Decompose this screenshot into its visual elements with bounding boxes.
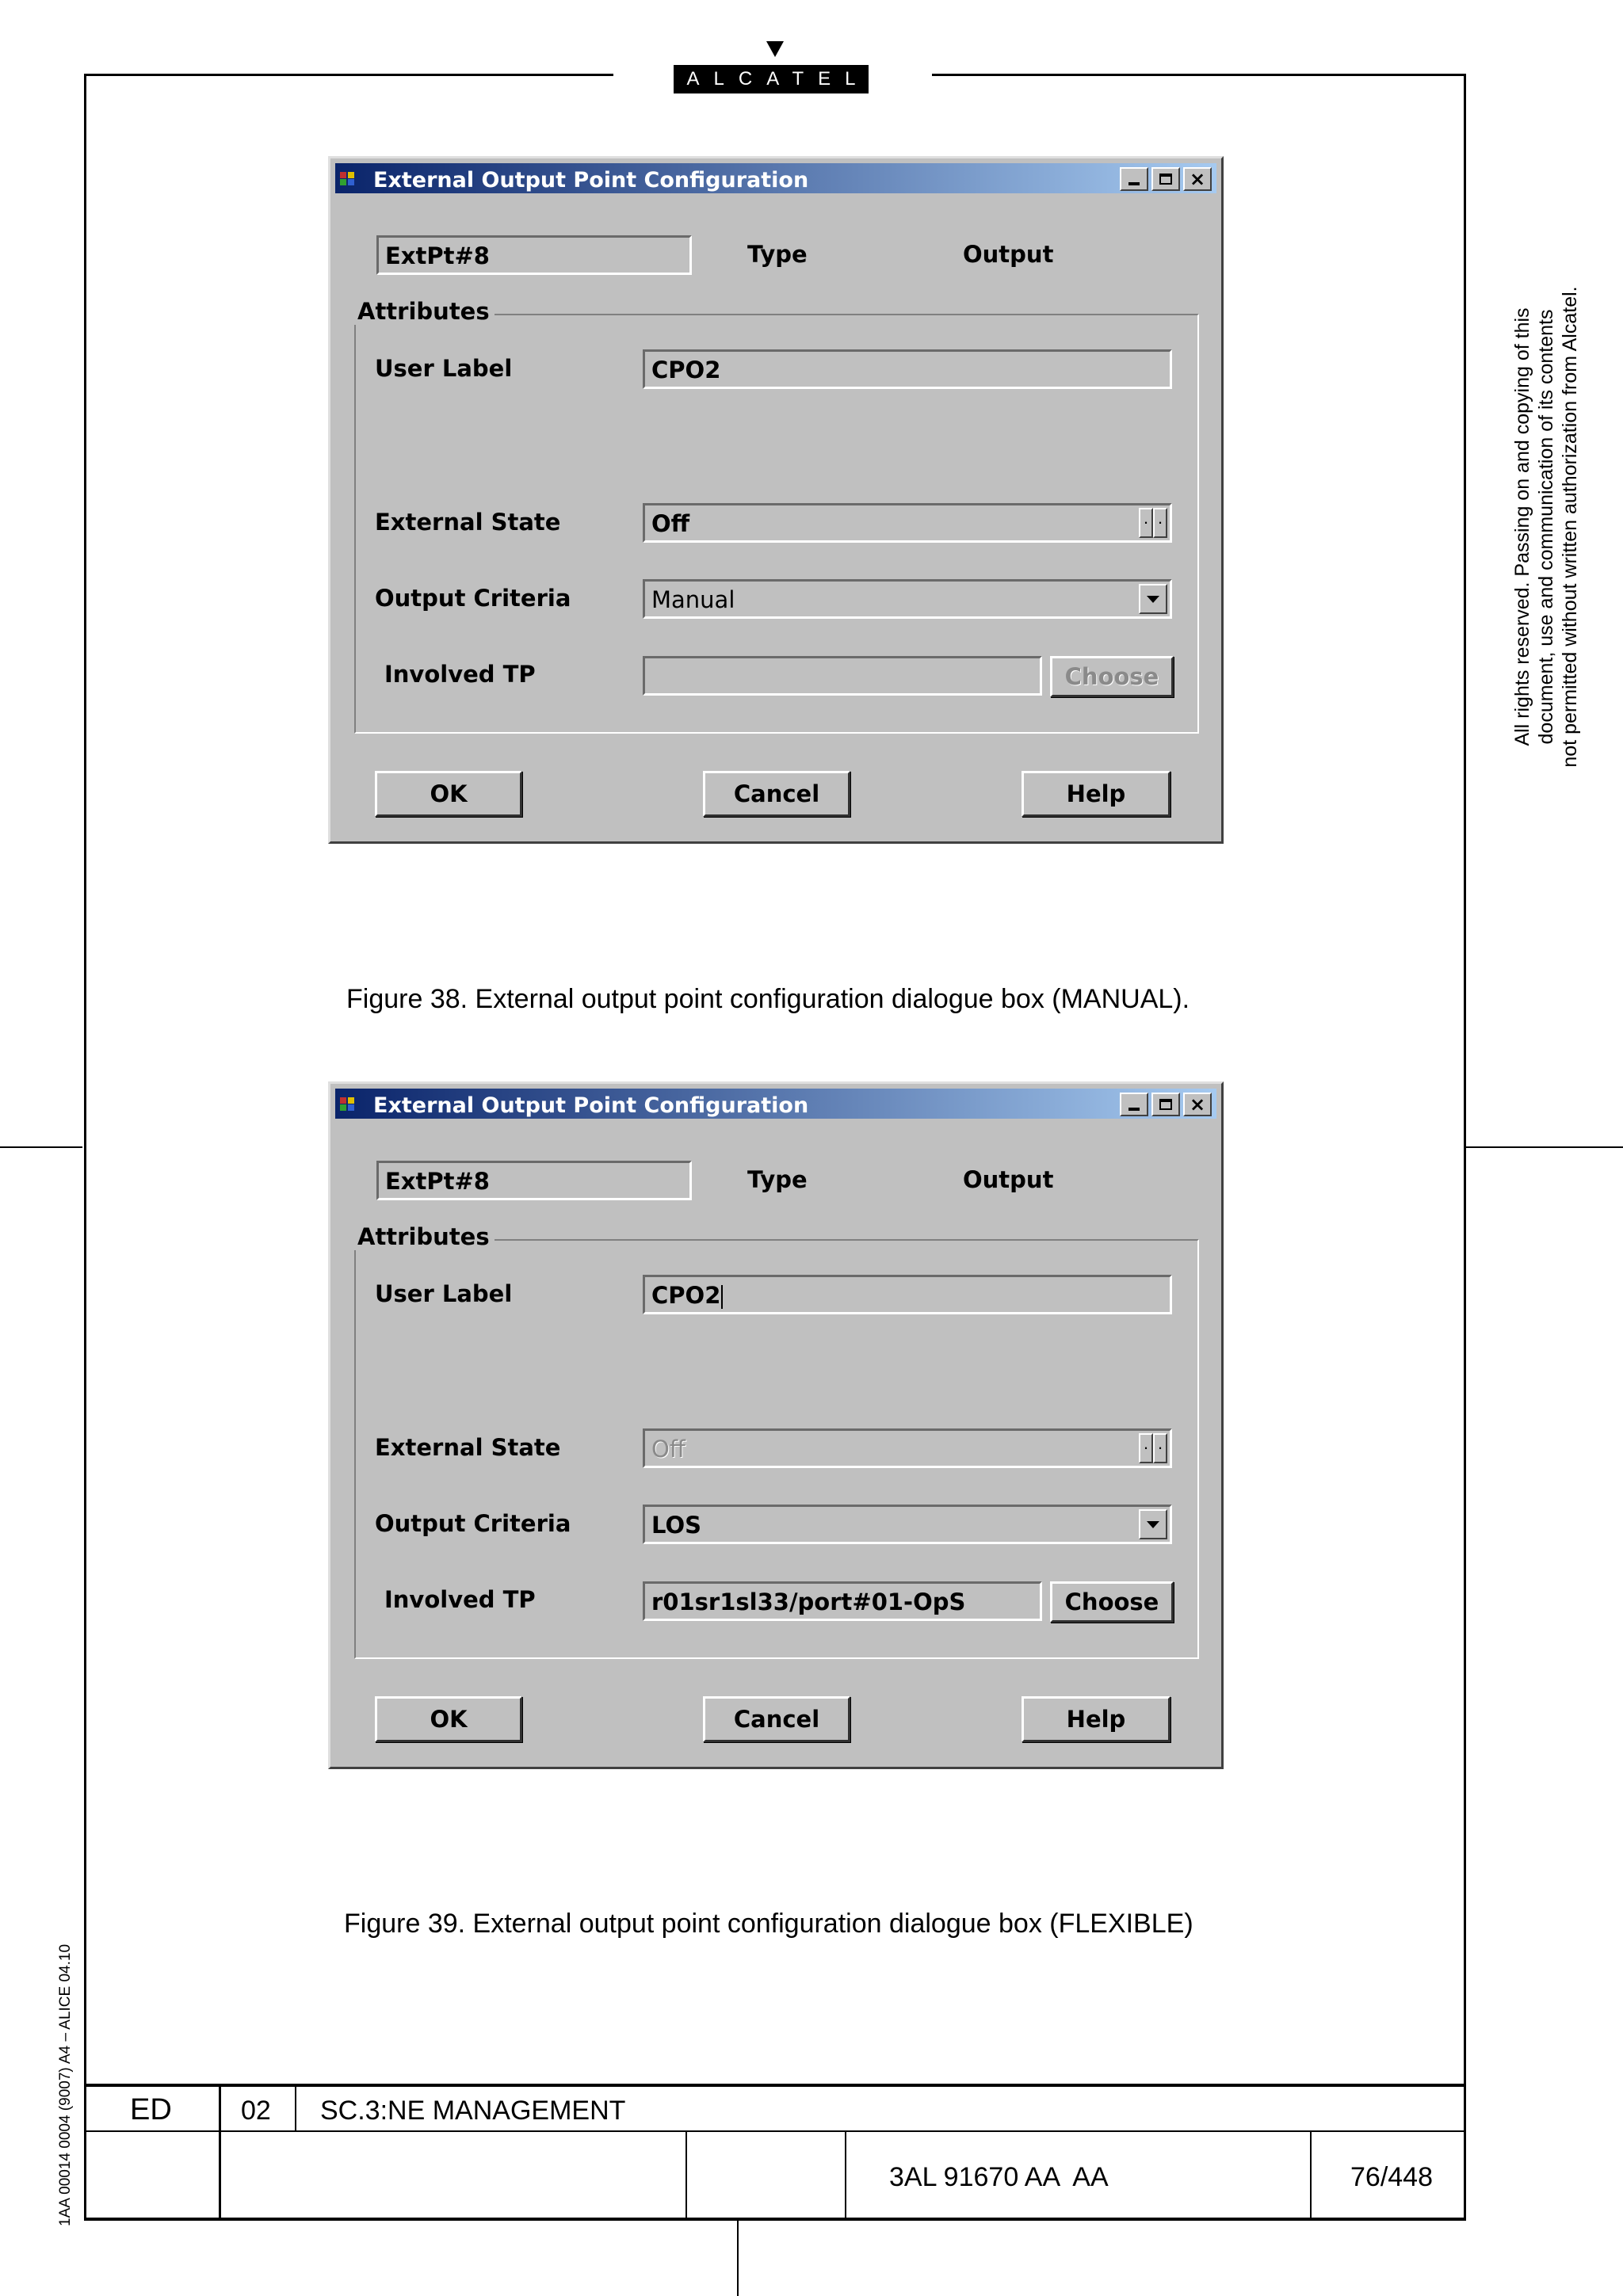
external-state-label: External State — [375, 1434, 561, 1461]
choose-button[interactable]: Choose — [1050, 656, 1174, 697]
minimize-icon — [1128, 1108, 1140, 1111]
spin-down-icon[interactable]: · — [1139, 508, 1153, 538]
footer-col-2 — [295, 2084, 296, 2131]
type-label: Type — [747, 1166, 808, 1193]
footer-ed-value: 02 — [241, 2096, 271, 2126]
footer-col-5 — [1310, 2131, 1312, 2220]
chevron-down-icon — [1147, 596, 1159, 603]
ok-button[interactable]: OK — [375, 771, 522, 817]
point-name-field: ExtPt#8 — [376, 235, 692, 275]
minimize-button[interactable] — [1120, 1093, 1148, 1116]
footer-ed-label: ED — [130, 2093, 172, 2126]
output-criteria-select[interactable] — [643, 579, 1172, 619]
logo-text: ALCATEL — [686, 68, 870, 90]
involved-tp-label: Involved TP — [384, 1586, 536, 1613]
dialog-title: External Output Point Configuration — [373, 168, 809, 193]
spin-up-icon[interactable]: · — [1153, 1433, 1167, 1463]
choose-button[interactable]: Choose — [1050, 1581, 1174, 1623]
chevron-down-icon — [1147, 1521, 1159, 1528]
frame-left — [84, 74, 86, 2219]
copyright-line-2: document, use and communication of its contents — [1535, 309, 1557, 745]
copyright-notice — [1510, 250, 1582, 804]
maximize-icon — [1159, 1099, 1172, 1110]
dropdown-button[interactable] — [1139, 1509, 1167, 1539]
dropdown-button[interactable] — [1139, 584, 1167, 614]
footer-col-1 — [219, 2084, 221, 2220]
maximize-icon — [1159, 174, 1172, 185]
document-code: 1AA 00014 0004 (9007) A4 – ALICE 04.10 — [57, 1943, 74, 2226]
user-label-input[interactable] — [643, 1275, 1172, 1314]
minimize-button[interactable] — [1120, 167, 1148, 191]
app-icon — [340, 170, 356, 186]
output-criteria-select[interactable] — [643, 1505, 1172, 1544]
external-state-value: Off — [651, 510, 690, 537]
margin-mark-right — [1466, 1146, 1623, 1148]
help-button[interactable]: Help — [1022, 1696, 1170, 1742]
involved-tp-field: r01sr1sl33/port#01-OpS — [643, 1581, 1042, 1621]
user-label-value: CPO2 — [651, 1282, 721, 1309]
spinner-buttons[interactable] — [1139, 508, 1167, 538]
minimize-icon — [1128, 182, 1140, 185]
maximize-button[interactable] — [1151, 1093, 1180, 1116]
frame-top-left — [84, 74, 613, 76]
logo-arrow-icon — [766, 41, 784, 57]
external-state-spinner[interactable] — [643, 1428, 1172, 1468]
figure-39-caption: Figure 39. External output point configuration dialogue box (FLEXIBLE) — [344, 1909, 1193, 1939]
attributes-group-title: Attributes — [353, 1223, 495, 1250]
footer-stem — [737, 2221, 739, 2296]
user-label-label: User Label — [375, 1280, 513, 1307]
output-criteria-value: LOS — [651, 1512, 701, 1539]
margin-mark-left — [0, 1146, 82, 1148]
type-label: Type — [747, 241, 808, 268]
dialog-titlebar[interactable] — [335, 163, 1216, 193]
cancel-button[interactable]: Cancel — [703, 771, 850, 817]
help-button[interactable]: Help — [1022, 771, 1170, 817]
close-button[interactable] — [1183, 1093, 1212, 1116]
footer-col-4 — [845, 2131, 846, 2220]
footer-section: SC.3:NE MANAGEMENT — [320, 2096, 626, 2126]
footer-top-line — [84, 2084, 1466, 2087]
footer-mid-line — [84, 2130, 1466, 2132]
close-icon: × — [1189, 168, 1206, 190]
point-name-field: ExtPt#8 — [376, 1161, 692, 1200]
dialog-titlebar[interactable] — [335, 1089, 1216, 1119]
type-value: Output — [963, 1166, 1054, 1193]
footer-bottom-line — [84, 2218, 1466, 2221]
ok-button[interactable]: OK — [375, 1696, 522, 1742]
close-icon: × — [1189, 1093, 1206, 1116]
figure-38-caption: Figure 38. External output point configuration dialogue box (MANUAL). — [346, 984, 1190, 1014]
spin-up-icon[interactable]: · — [1153, 508, 1167, 538]
external-state-value: Off — [651, 1436, 685, 1463]
attributes-group-title: Attributes — [353, 298, 495, 325]
user-label-input[interactable]: CPO2 — [643, 349, 1172, 389]
output-criteria-label: Output Criteria — [375, 1510, 571, 1537]
dialog-flexible — [328, 1081, 1224, 1769]
type-value: Output — [963, 241, 1054, 268]
app-icon — [340, 1096, 356, 1112]
close-button[interactable] — [1183, 167, 1212, 191]
external-state-spinner[interactable] — [643, 503, 1172, 543]
copyright-line-3: not permitted without written authorization from Alcatel. — [1559, 286, 1581, 768]
copyright-line-1: All rights reserved. Passing on and copying of this — [1511, 307, 1533, 746]
cancel-button[interactable]: Cancel — [703, 1696, 850, 1742]
spin-down-icon[interactable]: · — [1139, 1433, 1153, 1463]
frame-top-right — [932, 74, 1466, 76]
involved-tp-label: Involved TP — [384, 661, 536, 688]
maximize-button[interactable] — [1151, 167, 1180, 191]
text-cursor — [721, 1285, 723, 1309]
footer-col-3 — [685, 2131, 687, 2220]
dialog-manual — [328, 156, 1224, 844]
output-criteria-value: Manual — [651, 586, 735, 613]
alcatel-logo — [674, 65, 869, 93]
external-state-label: External State — [375, 509, 561, 536]
dialog-title: External Output Point Configuration — [373, 1093, 809, 1118]
footer-doc-number: 3AL 91670 AA AA — [889, 2162, 1109, 2192]
footer-page: 76/448 — [1350, 2162, 1433, 2192]
user-label-label: User Label — [375, 355, 513, 382]
output-criteria-label: Output Criteria — [375, 585, 571, 612]
spinner-buttons[interactable] — [1139, 1433, 1167, 1463]
involved-tp-field — [643, 656, 1042, 696]
